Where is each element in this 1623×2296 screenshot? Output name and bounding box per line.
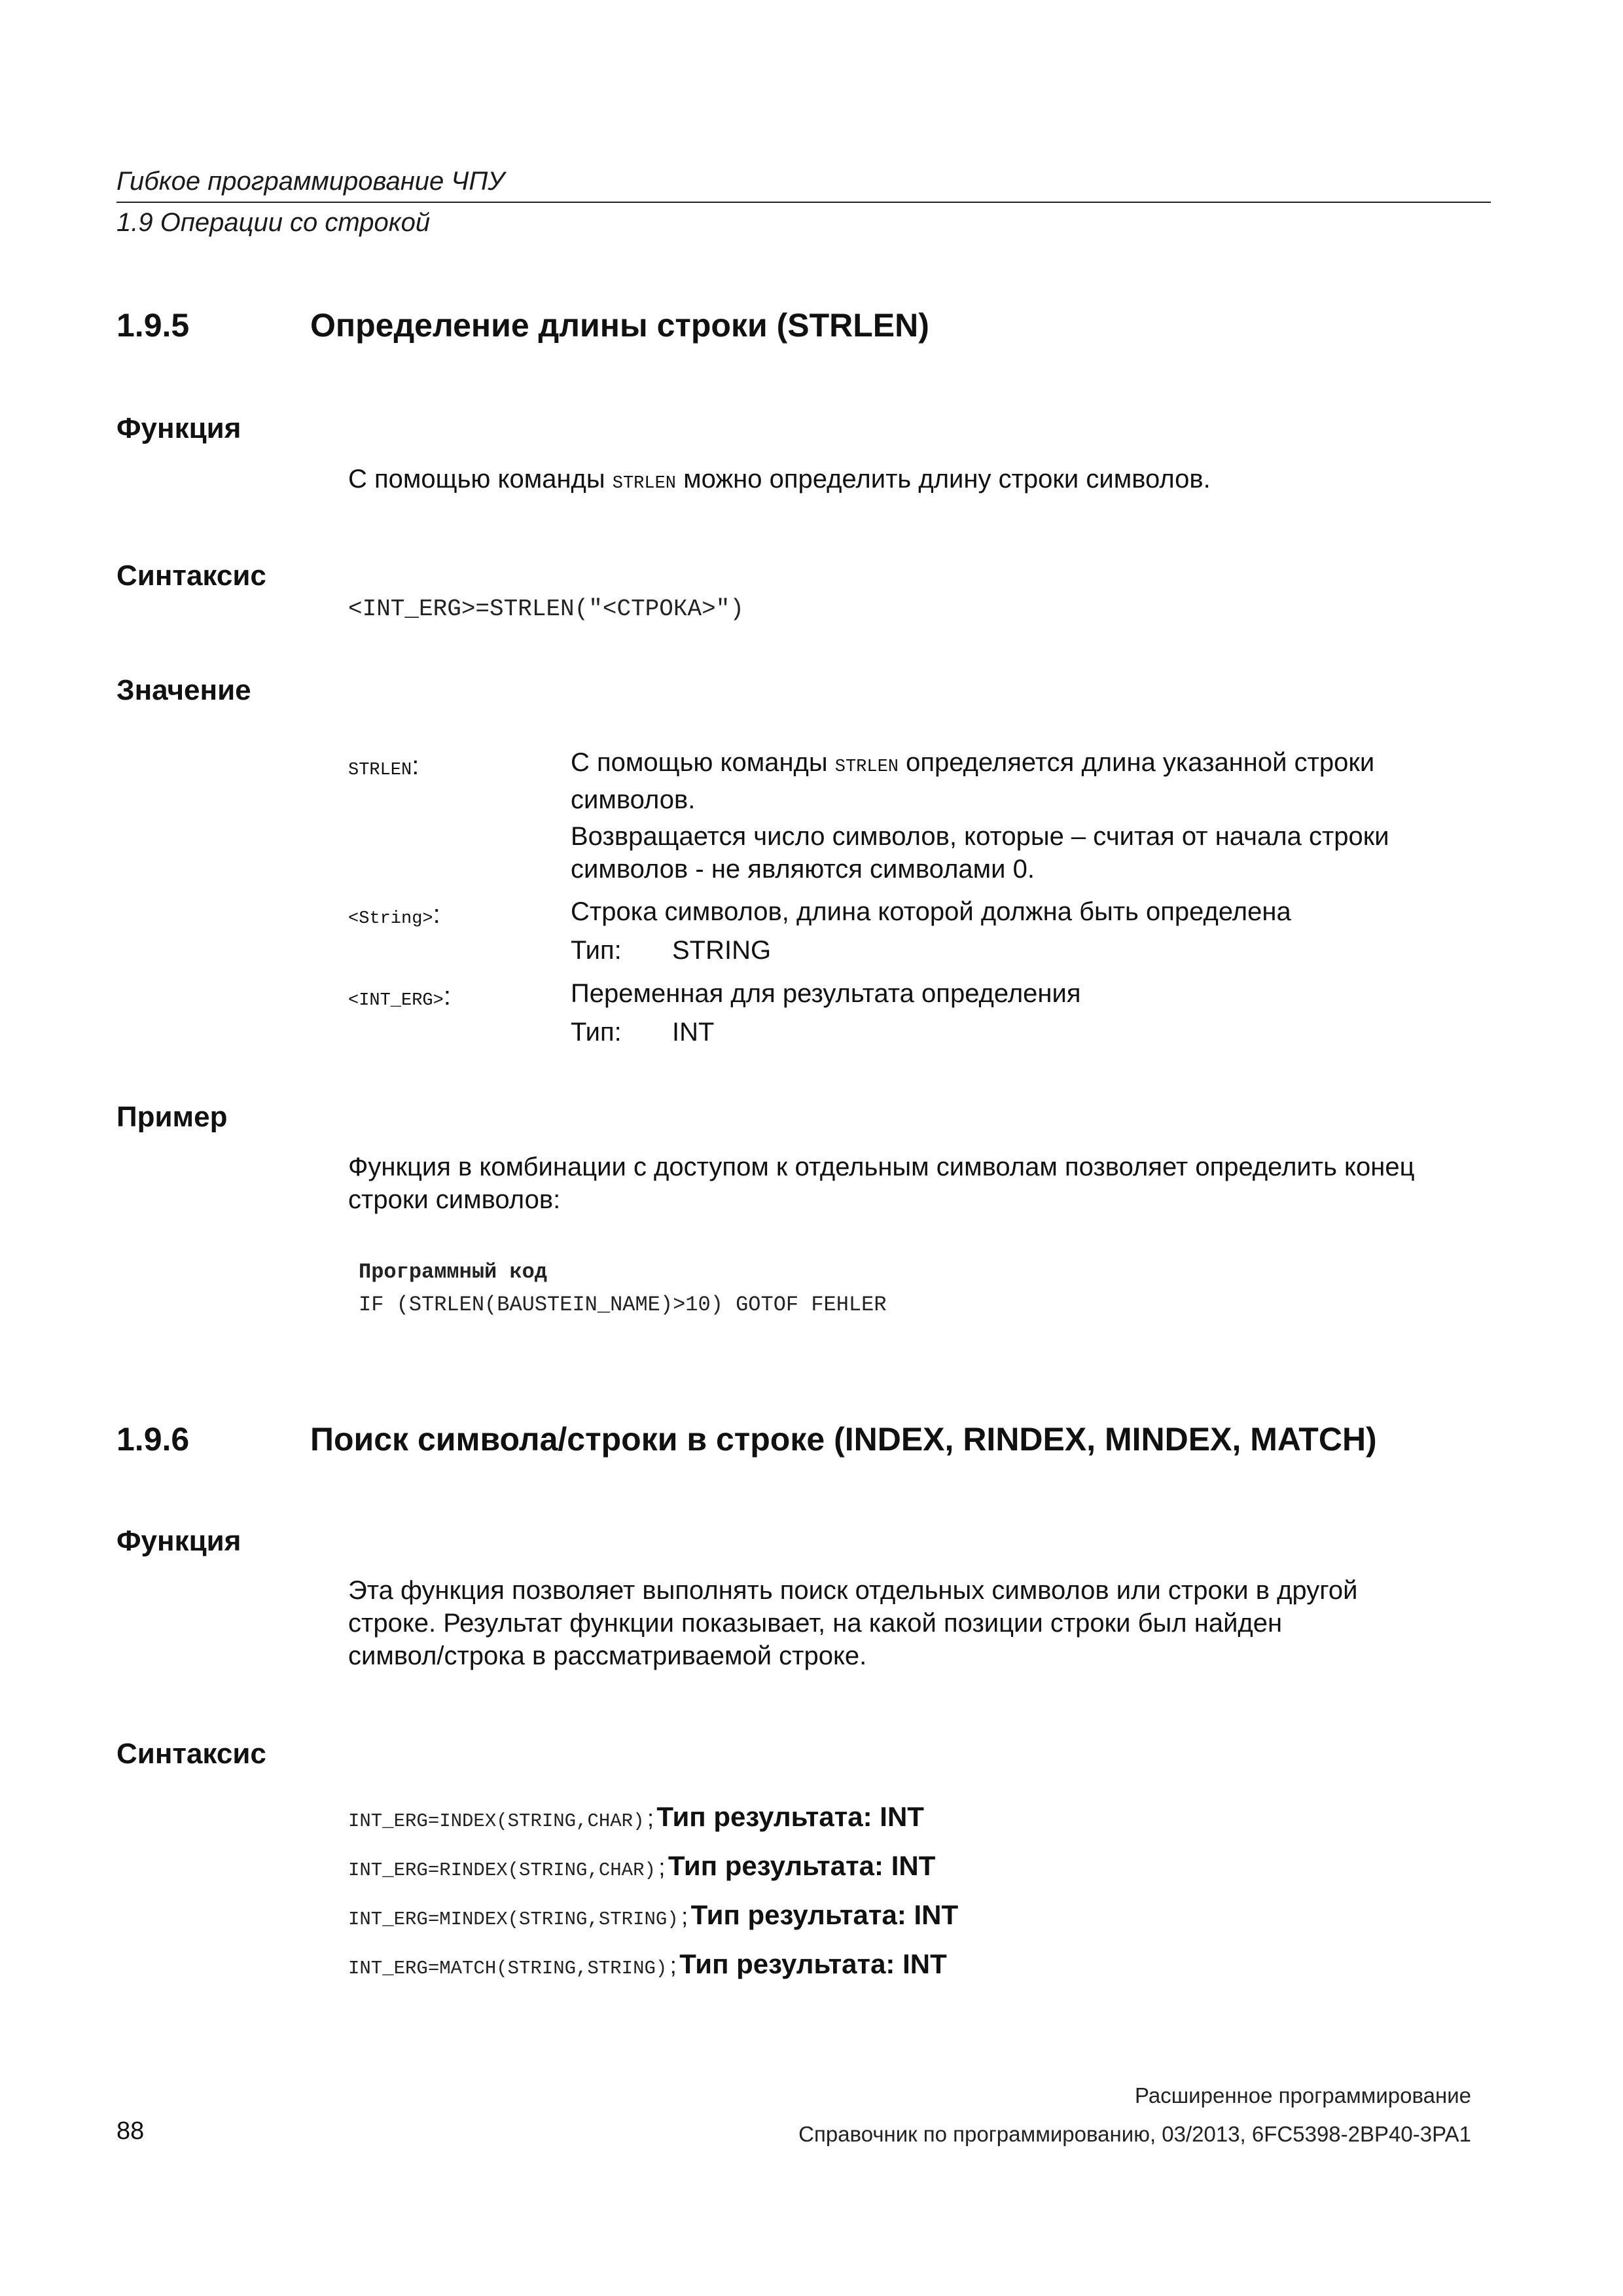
param-desc-interg: Переменная для результата определения bbox=[571, 979, 1081, 1008]
function-heading-196: Функция bbox=[116, 1525, 241, 1557]
syntax-heading: Синтаксис bbox=[116, 560, 266, 592]
page-number: 88 bbox=[116, 2117, 145, 2145]
section-title: Поиск символа/строки в строке (INDEX, RINDEX, MINDEX, MATCH) bbox=[310, 1421, 1377, 1458]
section-number: 1.9.5 bbox=[116, 307, 190, 344]
running-header-title: Гибкое программирование ЧПУ bbox=[116, 167, 505, 196]
syntax-heading-196: Синтаксис bbox=[116, 1738, 266, 1770]
function-heading: Функция bbox=[116, 412, 241, 444]
syntax-line-index: INT_ERG=INDEX(STRING,CHAR) ; Тип результата: INT bbox=[348, 1801, 924, 1832]
syntax-line-match: INT_ERG=MATCH(STRING,STRING) ; Тип результата: INT bbox=[348, 1948, 947, 1979]
code-header: Программный код bbox=[359, 1260, 548, 1284]
section-number: 1.9.6 bbox=[116, 1421, 190, 1458]
header-rule bbox=[116, 202, 1491, 203]
section-heading-196 bbox=[116, 1420, 1377, 1458]
footer-doc-ref: Справочник по программированию, 03/2013, 6FC5398-2BP40-3PA1 bbox=[798, 2122, 1471, 2146]
param-desc-string: Строка символов, длина которой должна быть определена bbox=[571, 897, 1291, 926]
section-title: Определение длины строки (STRLEN) bbox=[310, 307, 929, 344]
example-paragraph: Функция в комбинации с доступом к отдельным символам позволяет определить конец строки символов: bbox=[348, 1153, 1415, 1214]
footer-doc-title: Расширенное программирование bbox=[1134, 2083, 1471, 2108]
code-line: IF (STRLEN(BAUSTEIN_NAME)>10) GOTOF FEHLER bbox=[359, 1293, 887, 1317]
example-heading: Пример bbox=[116, 1101, 228, 1133]
param-type-string: Тип: STRING bbox=[571, 936, 772, 965]
syntax-code: <INT_ERG>=STRLEN("<СТРОКА>") bbox=[348, 596, 744, 622]
section-heading-195 bbox=[116, 306, 929, 344]
meaning-heading: Значение bbox=[116, 674, 251, 706]
param-type-interg: Тип: INT bbox=[571, 1018, 715, 1047]
param-term-strlen: STRLEN: bbox=[348, 751, 419, 780]
syntax-line-mindex: INT_ERG=MINDEX(STRING,STRING) ; Тип результата: INT bbox=[348, 1899, 959, 1930]
function-paragraph-196: Эта функция позволяет выполнять поиск отдельных символов или строки в другой строке. Результат функции показывает, на какой позиции строки был найден символ/строка в рассматриваемой строке. bbox=[348, 1576, 1358, 1670]
inline-code-strlen: STRLEN bbox=[612, 474, 676, 493]
param-term-interg: <INT_ERG>: bbox=[348, 982, 451, 1011]
syntax-line-rindex: INT_ERG=RINDEX(STRING,CHAR) ; Тип результата: INT bbox=[348, 1850, 936, 1881]
running-header-subtitle: 1.9 Операции со строкой bbox=[116, 208, 431, 237]
param-desc-strlen: С помощью команды STRLEN определяется длина указанной строки символов. bbox=[571, 748, 1375, 814]
param-term-string: <String>: bbox=[348, 900, 440, 929]
function-paragraph: С помощью команды STRLEN можно определить длину строки символов. bbox=[348, 465, 1211, 493]
param-desc-strlen-return: Возвращается число символов, которые – считая от начала строки символов - не являются символами 0. bbox=[571, 822, 1389, 884]
